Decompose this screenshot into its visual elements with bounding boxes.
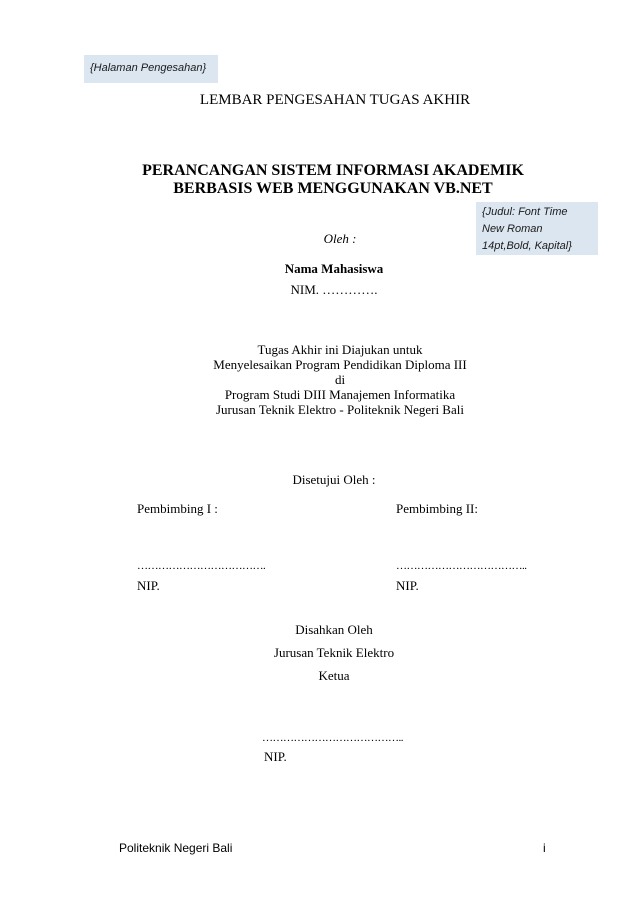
sheet-title: LEMBAR PENGESAHAN TUGAS AKHIR xyxy=(199,92,471,108)
head-nip: NIP. xyxy=(264,749,287,764)
purpose-line3: di xyxy=(334,372,346,387)
ratifying-role: Ketua xyxy=(318,668,350,683)
purpose-line1: Tugas Akhir ini Diajukan untuk xyxy=(257,342,423,357)
supervisor1-signature-line: ………………………………. xyxy=(137,560,266,572)
supervisor2-signature-line: ……………………………….. xyxy=(396,560,527,572)
thesis-title-line2: BERBASIS WEB MENGGUNAKAN VB.NET xyxy=(173,180,493,197)
page-note-text: {Halaman Pengesahan} xyxy=(90,62,207,74)
supervisor1-nip: NIP. xyxy=(137,578,160,593)
supervisor2-nip: NIP. xyxy=(396,578,419,593)
footer-page-number: i xyxy=(543,841,546,855)
approved-by-label: Disetujui Oleh : xyxy=(292,472,376,487)
purpose-line2: Menyelesaikan Program Pendidikan Diploma III xyxy=(213,357,467,372)
thesis-title-line1: PERANCANGAN SISTEM INFORMASI AKADEMIK xyxy=(142,162,524,179)
supervisor2-label: Pembimbing II: xyxy=(396,501,478,516)
purpose-line4: Program Studi DIII Manajemen Informatika xyxy=(224,387,456,402)
ratifying-department: Jurusan Teknik Elektro xyxy=(273,645,395,660)
by-label: Oleh : xyxy=(323,231,357,246)
purpose-line5: Jurusan Teknik Elektro - Politeknik Negeri Bali xyxy=(216,402,464,417)
head-signature-line: ………………………………….. xyxy=(262,732,403,744)
student-name: Nama Mahasiswa xyxy=(284,261,384,276)
page-note-box xyxy=(84,55,218,83)
supervisor1-label: Pembimbing I : xyxy=(137,501,218,516)
title-note-text: {Judul: Font Time New Roman 14pt,Bold, Kapital} xyxy=(482,206,572,252)
footer-institution: Politeknik Negeri Bali xyxy=(119,841,233,855)
title-note-box xyxy=(476,202,598,255)
ratified-by-label: Disahkan Oleh xyxy=(295,622,373,637)
student-nim: NIM. …………. xyxy=(290,282,378,297)
